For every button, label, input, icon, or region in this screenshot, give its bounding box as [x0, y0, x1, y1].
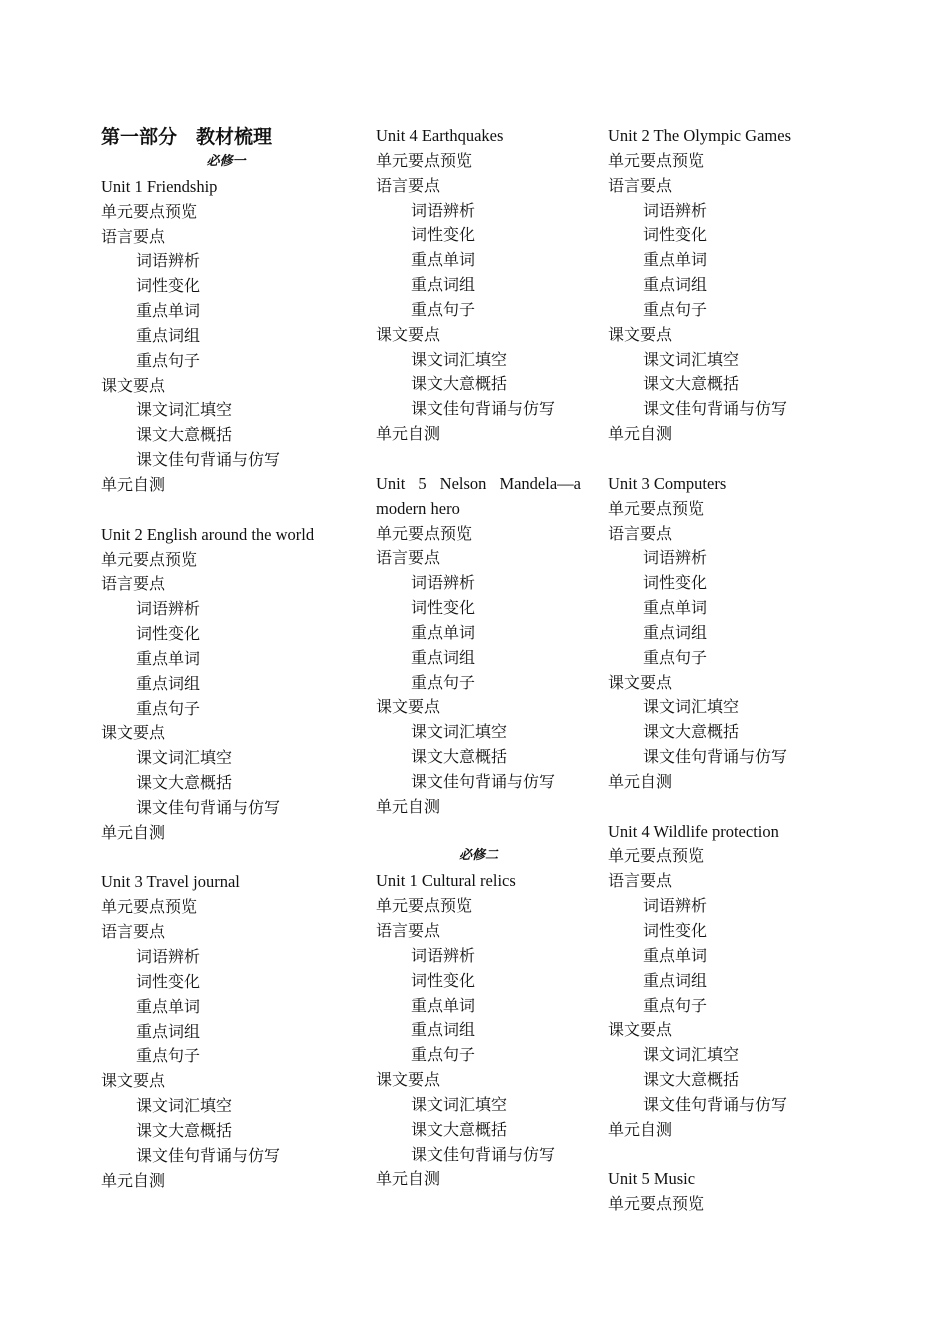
toc-entry[interactable]: 单元要点预览 [376, 896, 473, 916]
toc-entry[interactable]: 课文要点 [608, 672, 673, 692]
toc-subentry[interactable]: 词性变化 [136, 971, 201, 991]
toc-entry[interactable]: 课文要点 [376, 324, 441, 344]
toc-entry[interactable]: 语言要点 [608, 871, 673, 891]
toc-entry[interactable]: 语言要点 [376, 548, 441, 568]
toc-entry[interactable]: 课文要点 [376, 697, 441, 717]
toc-column-3 [608, 124, 843, 1217]
toc-subentry[interactable]: 课文大意概括 [643, 1070, 740, 1090]
toc-entry[interactable]: 单元自测 [376, 1169, 441, 1189]
toc-subentry[interactable]: 词性变化 [643, 921, 708, 940]
toc-entry[interactable]: 单元自测 [608, 424, 673, 444]
part-title: 第一部分 教材梳理 [101, 126, 273, 148]
toc-entry[interactable]: 课文要点 [101, 723, 166, 743]
toc-subentry[interactable]: 重点句子 [643, 299, 708, 319]
toc-subentry[interactable]: 课文大意概括 [411, 1119, 508, 1139]
spacer [608, 447, 843, 472]
toc-subentry[interactable]: 课文佳句背诵与仿写 [643, 747, 788, 767]
toc-subentry[interactable]: 课文佳句背诵与仿写 [136, 1145, 281, 1165]
book-title-bixiu-2: 必修二 [458, 848, 498, 864]
toc-column-1 [101, 124, 351, 1193]
unit-heading[interactable]: Unit 1 Friendship [101, 176, 218, 196]
toc-entry[interactable]: 单元要点预览 [101, 897, 198, 917]
unit-heading[interactable]: Unit 4 Earthquakes [376, 126, 504, 145]
unit-heading[interactable]: Unit 3 Computers [608, 473, 727, 493]
toc-subentry[interactable]: 课文佳句背诵与仿写 [411, 1144, 556, 1164]
toc-entry[interactable]: 单元自测 [608, 1119, 673, 1139]
toc-subentry[interactable]: 重点词组 [411, 1020, 476, 1040]
unit-heading[interactable]: Unit 3 Travel journal [101, 872, 240, 892]
toc-column-2 [376, 124, 581, 1192]
toc-subentry[interactable]: 重点单词 [643, 598, 708, 618]
toc-subentry[interactable]: 重点句子 [136, 350, 201, 370]
toc-subentry[interactable]: 重点单词 [411, 250, 476, 270]
toc-entry[interactable]: 课文要点 [608, 1020, 673, 1040]
toc-subentry[interactable]: 课文佳句背诵与仿写 [411, 399, 556, 419]
toc-subentry[interactable]: 课文词汇填空 [411, 722, 508, 742]
toc-subentry[interactable]: 词语辨析 [643, 548, 708, 568]
toc-subentry[interactable]: 重点句子 [411, 1045, 476, 1065]
unit-heading[interactable]: Unit 2 The Olympic Games [608, 126, 791, 145]
toc-subentry[interactable]: 课文词汇填空 [136, 748, 233, 768]
toc-entry[interactable]: 语言要点 [608, 175, 673, 195]
toc-subentry[interactable]: 重点句子 [136, 1046, 201, 1066]
toc-subentry[interactable]: 词语辨析 [643, 200, 708, 220]
toc-entry[interactable]: 课文要点 [101, 1071, 166, 1091]
toc-subentry[interactable]: 重点句子 [411, 672, 476, 692]
toc-subentry[interactable]: 词性变化 [643, 225, 708, 245]
spacer [608, 1143, 843, 1168]
toc-subentry[interactable]: 课文大意概括 [136, 425, 233, 445]
spacer [101, 498, 351, 523]
toc-subentry[interactable]: 词语辨析 [411, 573, 476, 593]
toc-entry[interactable]: 单元自测 [101, 822, 166, 842]
toc-subentry[interactable]: 词性变化 [411, 598, 476, 618]
toc-subentry[interactable]: 课文佳句背诵与仿写 [643, 399, 788, 419]
toc-subentry[interactable]: 课文大意概括 [411, 747, 508, 767]
toc-entry[interactable]: 课文要点 [608, 324, 673, 344]
toc-entry[interactable]: 语言要点 [101, 226, 166, 246]
toc-subentry[interactable]: 重点词组 [643, 622, 708, 642]
toc-subentry[interactable]: 课文佳句背诵与仿写 [136, 450, 281, 470]
toc-subentry[interactable]: 重点词组 [136, 673, 201, 693]
toc-subentry[interactable]: 重点句子 [643, 995, 708, 1015]
toc-subentry[interactable]: 课文词汇填空 [643, 349, 740, 369]
spacer [101, 846, 351, 871]
toc-subentry[interactable]: 词性变化 [136, 276, 201, 296]
spacer [608, 795, 843, 820]
toc-subentry[interactable]: 重点句子 [411, 299, 476, 319]
toc-subentry[interactable]: 重点词组 [643, 275, 708, 295]
toc-entry[interactable]: 单元要点预览 [101, 201, 198, 221]
toc-subentry[interactable]: 重点句子 [136, 698, 201, 718]
toc-subentry[interactable]: 重点词组 [136, 325, 201, 345]
toc-entry[interactable]: 单元自测 [101, 1170, 166, 1190]
spacer [376, 447, 581, 472]
toc-subentry[interactable]: 重点单词 [136, 996, 201, 1016]
toc-subentry[interactable]: 重点单词 [643, 945, 708, 965]
toc-entry[interactable]: 课文要点 [376, 1070, 441, 1090]
toc-subentry[interactable]: 词语辨析 [411, 200, 476, 220]
spacer [376, 820, 581, 845]
toc-subentry[interactable]: 课文佳句背诵与仿写 [643, 1094, 788, 1114]
unit-heading[interactable]: Unit 5 Music [608, 1169, 696, 1189]
toc-entry[interactable]: 单元要点预览 [608, 846, 705, 866]
toc-subentry[interactable]: 课文词汇填空 [411, 349, 508, 369]
toc-subentry[interactable]: 词性变化 [643, 573, 708, 593]
toc-subentry[interactable]: 课文佳句背诵与仿写 [136, 797, 281, 817]
toc-entry[interactable]: 语言要点 [376, 921, 441, 940]
toc-subentry[interactable]: 重点词组 [643, 970, 708, 990]
toc-entry[interactable]: 单元要点预览 [608, 150, 705, 170]
toc-subentry[interactable]: 课文佳句背诵与仿写 [411, 771, 556, 791]
toc-subentry[interactable]: 词性变化 [411, 970, 476, 990]
toc-entry[interactable]: 单元要点预览 [608, 498, 705, 518]
toc-subentry[interactable]: 课文大意概括 [643, 374, 740, 394]
toc-subentry[interactable]: 词语辨析 [411, 945, 476, 965]
toc-subentry[interactable]: 课文大意概括 [136, 1120, 233, 1140]
book-title-bixiu-1: 必修一 [206, 154, 246, 169]
toc-subentry[interactable]: 重点单词 [136, 648, 201, 668]
toc-subentry[interactable]: 重点单词 [136, 301, 201, 321]
toc-subentry[interactable]: 课文词汇填空 [411, 1094, 508, 1114]
toc-subentry[interactable]: 词语辨析 [136, 251, 201, 271]
toc-subentry[interactable]: 词性变化 [136, 624, 201, 644]
toc-entry[interactable]: 单元自测 [101, 474, 166, 494]
toc-subentry[interactable]: 词性变化 [411, 225, 476, 245]
toc-subentry[interactable]: 课文词汇填空 [643, 697, 740, 717]
toc-subentry[interactable]: 重点词组 [411, 647, 476, 667]
unit-heading[interactable]: Unit 4 Wildlife protection [608, 821, 779, 841]
toc-entry[interactable]: 单元自测 [608, 771, 673, 791]
toc-entry[interactable]: 单元要点预览 [101, 549, 198, 569]
unit-heading[interactable]: Unit 5 Nelson Mandela—a modern hero [376, 473, 581, 518]
toc-subentry[interactable]: 重点词组 [136, 1021, 201, 1041]
toc-entry[interactable]: 单元要点预览 [376, 150, 473, 170]
toc-subentry[interactable]: 重点句子 [643, 647, 708, 667]
toc-entry[interactable]: 语言要点 [101, 922, 166, 942]
toc-subentry[interactable]: 词语辨析 [643, 896, 708, 916]
toc-entry[interactable]: 语言要点 [376, 175, 441, 195]
unit-heading[interactable]: Unit 1 Cultural relics [376, 871, 516, 891]
toc-subentry[interactable]: 词语辨析 [136, 599, 201, 619]
toc-subentry[interactable]: 课文词汇填空 [136, 1096, 233, 1116]
toc-entry[interactable]: 单元要点预览 [376, 523, 473, 543]
toc-entry[interactable]: 课文要点 [101, 375, 166, 395]
toc-subentry[interactable]: 词语辨析 [136, 947, 201, 966]
toc-entry[interactable]: 单元要点预览 [608, 1194, 705, 1214]
toc-subentry[interactable]: 课文词汇填空 [136, 400, 233, 420]
toc-entry[interactable]: 语言要点 [608, 523, 673, 543]
toc-subentry[interactable]: 课文词汇填空 [643, 1045, 740, 1065]
toc-subentry[interactable]: 重点单词 [643, 250, 708, 270]
toc-subentry[interactable]: 重点单词 [411, 995, 476, 1015]
toc-subentry[interactable]: 课文大意概括 [411, 374, 508, 394]
toc-subentry[interactable]: 课文大意概括 [643, 722, 740, 742]
toc-entry[interactable]: 单元自测 [376, 796, 441, 816]
toc-subentry[interactable]: 课文大意概括 [136, 773, 233, 793]
toc-subentry[interactable]: 重点单词 [411, 622, 476, 642]
toc-entry[interactable]: 语言要点 [101, 574, 166, 594]
toc-subentry[interactable]: 重点词组 [411, 275, 476, 295]
toc-entry[interactable]: 单元自测 [376, 424, 441, 444]
unit-heading[interactable]: Unit 2 English around the world [101, 524, 315, 544]
